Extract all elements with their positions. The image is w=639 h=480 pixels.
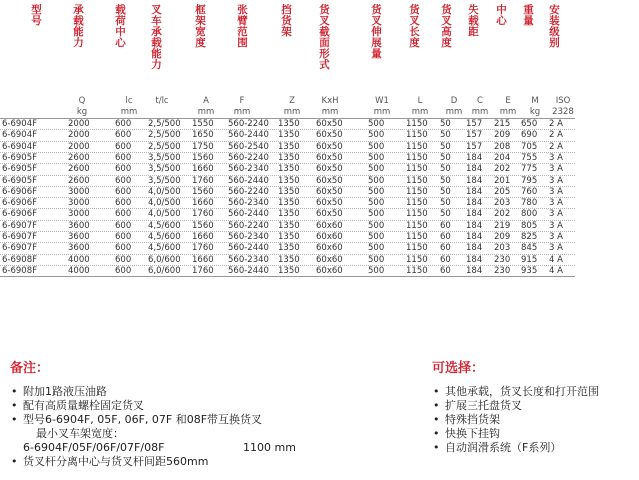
table-cell: 60x50 [316,141,343,152]
table-row-model: 6-6905F [2,175,37,186]
column-unit-symbol: D [450,96,458,106]
table-cell: 805 [521,220,538,231]
table-cell: 795 [521,175,538,186]
table-cell: 755 [521,152,538,163]
table-cell: 600 [115,175,132,186]
table-row-model: 6-6904F [2,141,37,152]
option-item: • 扩展三托盘货叉 [433,399,522,412]
table-cell: 209 [494,130,511,141]
table-cell: 1350 [278,265,300,276]
table-cell: 60x50 [316,175,343,186]
table-cell: 184 [466,220,483,231]
table-cell: 3 A [549,164,563,175]
table-cell: 500 [368,186,385,197]
table-cell: 500 [368,232,385,242]
table-cell: 1350 [278,198,300,209]
table-cell: 1150 [406,119,428,129]
table-cell: 184 [466,265,483,276]
table-cell: 1350 [278,119,300,129]
option-item: • 其他承载，货叉长度和打开范围 [433,385,599,398]
table-cell: 600 [115,119,132,129]
table-cell: 1150 [406,186,428,197]
table-cell: 50 [440,175,451,186]
options-list [432,385,599,455]
table-cell: 600 [115,186,132,197]
table-cell: 500 [368,198,385,209]
table-cell: 1760 [192,209,214,220]
table-cell: 705 [521,141,538,152]
table-cell: 1150 [406,209,428,220]
table-cell: 560-2440 [228,243,269,254]
table-cell: 4,5/600 [148,243,181,254]
table-row-model: 6-6905F [2,152,37,163]
option-item: • 自动润滑系统（F系列） [433,441,562,454]
table-cell: 560-2540 [228,141,269,152]
table-cell: 1350 [278,130,300,141]
table-row-model: 6-6908F [2,265,37,276]
row-divider [0,276,575,277]
column-unit: mm [471,107,489,117]
table-cell: 780 [521,198,538,209]
table-cell: 60x60 [316,254,343,265]
column-header-capacity: 承载能力 [72,4,84,48]
table-cell: 60 [440,254,451,265]
table-cell: 1350 [278,164,300,175]
table-cell: 1350 [278,152,300,163]
table-cell: 184 [466,186,483,197]
table-cell: 2600 [68,152,90,163]
table-cell: 500 [368,175,385,186]
table-cell: 1150 [406,164,428,175]
note-item: • 型号6-6904F, 05F, 06F, 07F 和08F带互换货叉 [11,413,263,426]
note-item: • 货叉杆分离中心与货叉杆间距560mm [11,455,209,468]
table-row-model: 6-6907F [2,220,37,231]
column-header-spread_range: 张臂范围 [236,4,248,48]
table-cell: 1660 [192,254,214,265]
column-unit-symbol: W1 [375,96,389,106]
table-cell: 184 [466,152,483,163]
table-cell: 1350 [278,141,300,152]
column-unit-symbol: A [203,96,209,106]
table-cell: 1150 [406,141,428,152]
column-unit-symbol: t/lc [155,96,169,106]
table-row-model: 6-6905F [2,164,37,175]
table-cell: 560-2340 [228,198,269,209]
table-cell: 4,0/500 [148,198,181,209]
table-cell: 600 [115,243,132,254]
table-cell: 500 [368,164,385,175]
table-cell: 184 [466,164,483,175]
table-cell: 500 [368,130,385,141]
table-cell: 600 [115,141,132,152]
table-cell: 1550 [192,119,214,129]
table-cell: 2,5/500 [148,119,181,129]
table-cell: 50 [440,198,451,209]
column-unit: kg [529,107,541,117]
table-cell: 4,0/500 [148,186,181,197]
table-cell: 202 [494,209,511,220]
table-cell: 203 [494,198,511,209]
table-cell: 202 [494,164,511,175]
table-cell: 4000 [68,265,90,276]
table-cell: 60x60 [316,232,343,242]
table-row-model: 6-6907F [2,243,37,254]
table-cell: 600 [115,164,132,175]
table-cell: 4 A [549,265,563,276]
table-row-model: 6-6904F [2,119,37,129]
table-cell: 560-2340 [228,164,269,175]
table-cell: 60x60 [316,265,343,276]
column-unit-symbol: E [505,96,511,106]
table-cell: 4,5/600 [148,232,181,242]
table-cell: 184 [466,243,483,254]
table-cell: 3 A [549,186,563,197]
table-cell: 60 [440,232,451,242]
table-cell: 4,5/600 [148,220,181,231]
column-header-load_center: 载荷中心 [114,4,126,48]
table-cell: 600 [115,209,132,220]
notes-list [10,385,296,469]
table-cell: 1150 [406,130,428,141]
table-cell: 1760 [192,175,214,186]
table-cell: 560-2240 [228,152,269,163]
table-cell: 1150 [406,152,428,163]
table-cell: 600 [115,265,132,276]
table-cell: 60 [440,243,451,254]
table-cell: 1760 [192,265,214,276]
table-cell: 60x50 [316,186,343,197]
table-cell: 219 [494,220,511,231]
table-cell: 825 [521,232,538,242]
table-cell: 915 [521,254,538,265]
table-cell: 3,5/500 [148,175,181,186]
table-cell: 560-2240 [228,186,269,197]
table-cell: 50 [440,119,451,129]
table-cell: 215 [494,119,511,129]
table-cell: 60 [440,220,451,231]
table-cell: 1150 [406,175,428,186]
note-item: • 配有高质量螺栓固定货叉 [11,399,144,412]
table-row-model: 6-6906F [2,198,37,209]
table-cell: 60x50 [316,198,343,209]
table-cell: 6,0/600 [148,265,181,276]
table-cell: 2,5/500 [148,141,181,152]
table-cell: 500 [368,141,385,152]
table-cell: 60x50 [316,152,343,163]
table-cell: 6,0/600 [148,254,181,265]
table-cell: 560-2440 [228,130,269,141]
table-cell: 500 [368,265,385,276]
table-cell: 3 A [549,152,563,163]
table-cell: 60x50 [316,164,343,175]
table-cell: 1350 [278,243,300,254]
table-cell: 60 [440,265,451,276]
table-cell: 157 [466,130,483,141]
table-cell: 3000 [68,209,90,220]
table-cell: 1350 [278,220,300,231]
table-cell: 500 [368,243,385,254]
table-cell: 1350 [278,186,300,197]
column-unit-symbol: C [477,96,483,106]
table-cell: 2000 [68,130,90,141]
option-item: • 特殊挡货架 [433,413,500,426]
table-cell: 208 [494,141,511,152]
table-cell: 1150 [406,232,428,242]
table-cell: 50 [440,186,451,197]
table-cell: 209 [494,232,511,242]
table-row-model: 6-6906F [2,186,37,197]
table-cell: 760 [521,186,538,197]
table-row-model: 6-6906F [2,209,37,220]
table-cell: 560-2440 [228,175,269,186]
column-header-fork_section: 货叉截面形式 [318,4,330,70]
column-header-center: 中心 [495,4,507,26]
note-item: • 附加1路液压油路 [11,385,107,398]
table-cell: 3,5/500 [148,152,181,163]
table-cell: 500 [368,220,385,231]
notes-title: 备注： [10,361,50,376]
table-row-model: 6-6904F [2,130,37,141]
table-cell: 1650 [192,130,214,141]
table-cell: 50 [440,209,451,220]
column-unit: mm [373,107,391,117]
table-cell: 2 A [549,130,563,141]
table-cell: 3,5/500 [148,164,181,175]
table-cell: 690 [521,130,538,141]
table-cell: 775 [521,164,538,175]
table-row-model: 6-6908F [2,254,37,265]
column-header-class: 安装级别 [548,4,560,48]
column-unit: 2328 [552,107,574,117]
table-cell: 2,5/500 [148,130,181,141]
table-cell: 3 A [549,243,563,254]
table-cell: 157 [466,119,483,129]
table-cell: 600 [115,198,132,209]
table-cell: 184 [466,254,483,265]
table-cell: 60x50 [316,119,343,129]
column-unit: mm [321,107,339,117]
note-item: 6-6904F/05F/06F/07F/08F 1100 mm [23,441,296,454]
table-cell: 600 [115,232,132,242]
column-header-fork_length: 货叉长度 [408,4,420,48]
column-unit: mm [411,107,429,117]
table-cell: 3 A [549,209,563,220]
table-cell: 560-2240 [228,220,269,231]
table-cell: 1760 [192,243,214,254]
table-cell: 3 A [549,198,563,209]
table-cell: 157 [466,141,483,152]
column-unit-symbol: F [239,96,245,106]
table-cell: 201 [494,175,511,186]
table-cell: 50 [440,164,451,175]
table-cell: 600 [115,254,132,265]
table-cell: 2 A [549,141,563,152]
table-row-model: 6-6907F [2,232,37,242]
column-unit-symbol: ISO [555,96,571,106]
column-unit-symbol: KxH [321,96,339,106]
table-cell: 560-2340 [228,254,269,265]
column-header-fork_height: 货叉高度 [440,4,452,48]
table-cell: 1350 [278,175,300,186]
table-cell: 1350 [278,254,300,265]
table-cell: 60x60 [316,220,343,231]
table-cell: 560-2440 [228,265,269,276]
table-cell: 1150 [406,220,428,231]
table-cell: 2000 [68,119,90,129]
table-cell: 600 [115,220,132,231]
table-cell: 230 [494,265,511,276]
column-unit-symbol: Q [78,96,86,106]
table-cell: 560-2440 [228,209,269,220]
table-cell: 2600 [68,164,90,175]
table-cell: 1660 [192,232,214,242]
table-cell: 1150 [406,243,428,254]
table-cell: 600 [115,152,132,163]
table-cell: 1750 [192,141,214,152]
table-cell: 50 [440,152,451,163]
table-cell: 3 A [549,175,563,186]
column-header-model: 型号 [30,4,42,26]
table-cell: 500 [368,152,385,163]
table-cell: 204 [494,152,511,163]
table-cell: 184 [466,209,483,220]
table-cell: 2600 [68,175,90,186]
column-unit: mm [283,107,301,117]
table-cell: 3600 [68,232,90,242]
column-header-load_backrest: 挡货架 [280,4,292,37]
options-title: 可选择： [432,361,485,376]
column-unit-symbol: L [417,96,423,106]
table-cell: 184 [466,232,483,242]
table-cell: 1150 [406,254,428,265]
table-cell: 4 A [549,254,563,265]
table-cell: 1560 [192,186,214,197]
table-cell: 845 [521,243,538,254]
column-header-weight: 重量 [522,4,534,26]
table-cell: 560-2340 [228,232,269,242]
table-cell: 3600 [68,243,90,254]
column-header-fork_capacity: 叉车承载能力 [150,4,162,70]
table-cell: 500 [368,119,385,129]
table-cell: 1150 [406,198,428,209]
table-cell: 1350 [278,209,300,220]
table-cell: 500 [368,209,385,220]
table-cell: 500 [368,254,385,265]
table-cell: 2000 [68,141,90,152]
table-cell: 2 A [549,119,563,129]
table-cell: 203 [494,243,511,254]
table-cell: 184 [466,175,483,186]
table-cell: 230 [494,254,511,265]
table-cell: 1660 [192,198,214,209]
column-unit-symbol: lc [125,96,133,106]
table-cell: 1560 [192,220,214,231]
table-cell: 184 [466,198,483,209]
table-cell: 1350 [278,232,300,242]
table-cell: 3000 [68,186,90,197]
table-cell: 560-2240 [228,119,269,129]
column-unit: kg [76,107,88,117]
column-unit-symbol: M [531,96,539,106]
table-cell: 3600 [68,220,90,231]
table-cell: 3000 [68,198,90,209]
option-item: • 快换下挂钩 [433,427,500,440]
column-header-lost_load: 失载距 [467,4,479,37]
column-unit: mm [499,107,517,117]
column-unit-symbol: Z [289,96,295,106]
table-cell: 60x50 [316,130,343,141]
column-header-fork_extension: 货叉伸展量 [370,4,382,59]
table-cell: 650 [521,119,538,129]
column-unit: mm [120,107,138,117]
table-cell: 205 [494,186,511,197]
table-cell: 50 [440,130,451,141]
table-cell: 4000 [68,254,90,265]
table-cell: 1660 [192,164,214,175]
table-cell: 3 A [549,232,563,242]
table-cell: 1560 [192,152,214,163]
column-unit: mm [197,107,215,117]
table-cell: 1150 [406,265,428,276]
column-unit: mm [445,107,463,117]
table-cell: 935 [521,265,538,276]
note-item: 最小叉车架宽度： [36,427,124,440]
table-cell: 60x60 [316,243,343,254]
table-cell: 4,0/500 [148,209,181,220]
column-header-frame_width: 框架宽度 [194,4,206,48]
table-cell: 600 [115,130,132,141]
column-unit: mm [233,107,251,117]
table-cell: 3 A [549,220,563,231]
table-cell: 50 [440,141,451,152]
table-cell: 800 [521,209,538,220]
table-cell: 60x50 [316,209,343,220]
